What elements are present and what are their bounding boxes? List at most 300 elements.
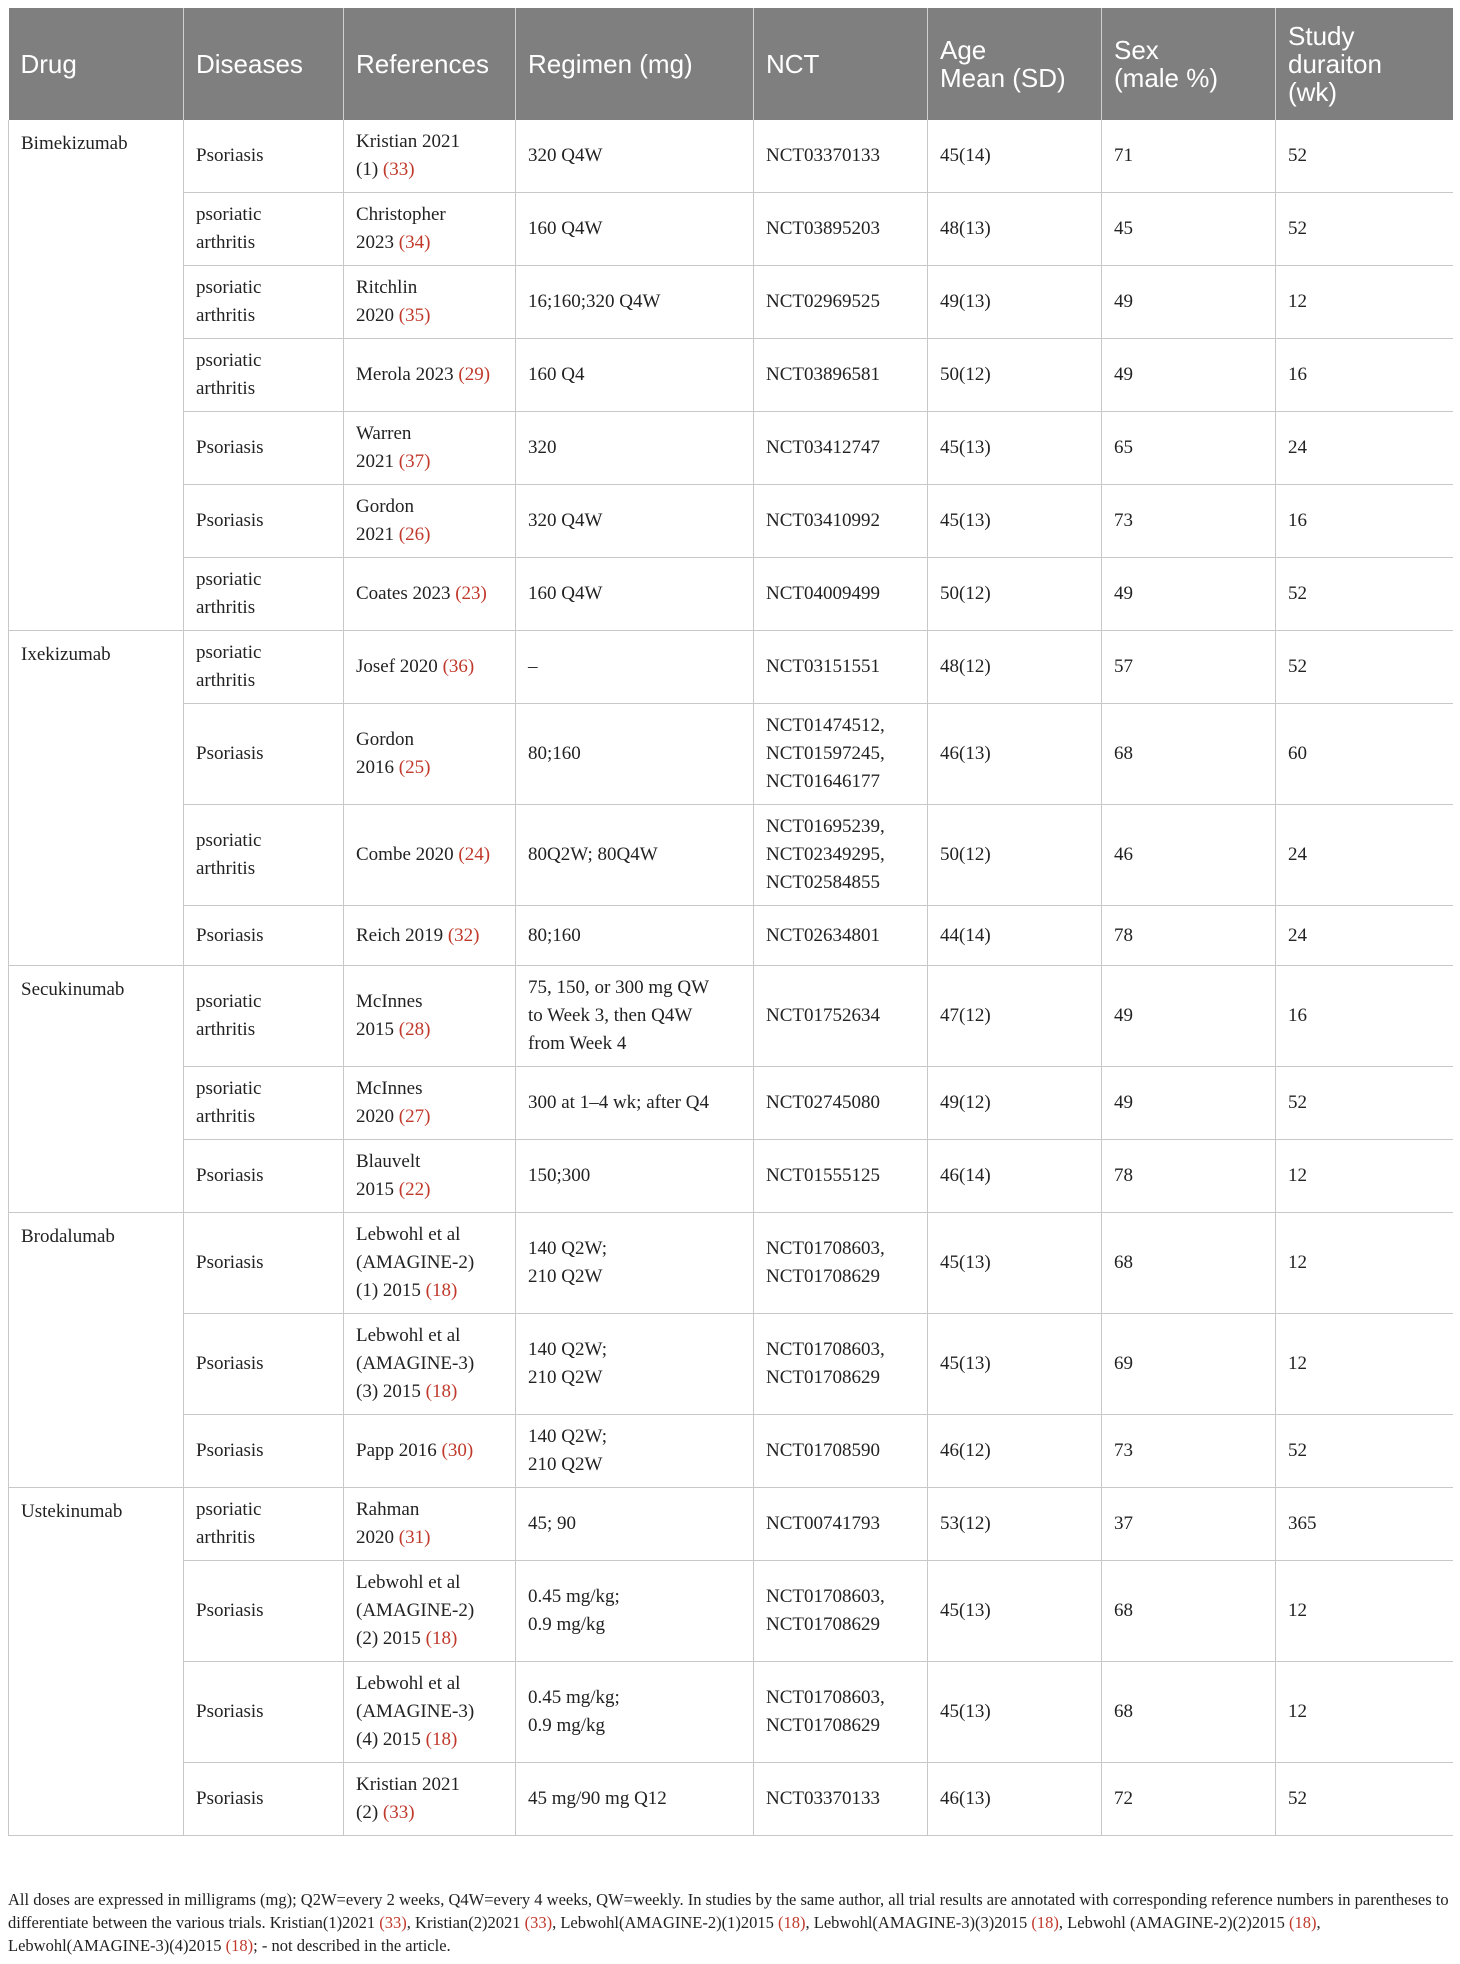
reference-cell: [344, 906, 516, 966]
disease-cell: [184, 1763, 344, 1836]
reference-cell: [344, 120, 516, 193]
reference-number-link[interactable]: (37): [398, 451, 431, 472]
reference-text: 2021: [356, 524, 399, 545]
reference-text: 2023: [356, 232, 399, 253]
reference-line: [356, 361, 503, 389]
age-cell: 46(13): [928, 704, 1102, 805]
nct-cell: [754, 1140, 928, 1213]
regimen-cell: [516, 1067, 754, 1140]
disease-cell: [184, 631, 344, 704]
reference-number-link[interactable]: (18): [425, 1381, 458, 1402]
reference-line: [356, 1176, 503, 1204]
disease-line: arthritis: [196, 305, 256, 326]
footnote-reference-link[interactable]: (18): [1288, 1913, 1317, 1932]
regimen-cell: [516, 193, 754, 266]
regimen-line: 210 Q2W: [528, 1367, 603, 1388]
nct-cell: [754, 1488, 928, 1561]
nct-cell: [754, 1763, 928, 1836]
nct-line: NCT02349295,: [766, 844, 885, 865]
nct-cell: [754, 805, 928, 906]
nct-cell: [754, 1662, 928, 1763]
nct-line: NCT01708603,: [766, 1339, 885, 1360]
duration-cell: 365: [1276, 1488, 1453, 1561]
reference-number-link[interactable]: (24): [458, 844, 491, 865]
regimen-cell: [516, 558, 754, 631]
reference-text: Gordon: [356, 729, 415, 750]
reference-line: [356, 493, 503, 521]
disease-line: Psoriasis: [196, 1252, 264, 1273]
disease-line: Psoriasis: [196, 145, 264, 166]
reference-number-link[interactable]: (18): [425, 1280, 458, 1301]
duration-cell: 60: [1276, 704, 1453, 805]
regimen-cell: [516, 412, 754, 485]
reference-number-link[interactable]: (28): [398, 1019, 431, 1040]
nct-line: NCT01708603,: [766, 1238, 885, 1259]
reference-line: [356, 1799, 503, 1827]
duration-cell: 52: [1276, 120, 1453, 193]
reference-text: Christopher: [356, 204, 446, 225]
reference-line: [356, 1148, 503, 1176]
regimen-line: 150;300: [528, 1165, 591, 1186]
regimen-cell: [516, 1213, 754, 1314]
duration-cell: 52: [1276, 558, 1453, 631]
reference-text: 2021: [356, 451, 399, 472]
reference-text: 2020: [356, 1106, 399, 1127]
disease-line: arthritis: [196, 597, 256, 618]
nct-line: NCT00741793: [766, 1513, 880, 1534]
nct-line: NCT04009499: [766, 583, 880, 604]
reference-line: [356, 1322, 503, 1350]
reference-number-link[interactable]: (34): [398, 232, 431, 253]
disease-cell: [184, 1415, 344, 1488]
reference-cell: [344, 1140, 516, 1213]
disease-cell: [184, 266, 344, 339]
nct-line: NCT02584855: [766, 872, 880, 893]
nct-cell: [754, 1314, 928, 1415]
sex-cell: 57: [1102, 631, 1276, 704]
reference-text: (AMAGINE-3): [356, 1701, 475, 1722]
footnote-reference-link[interactable]: (33): [379, 1913, 407, 1932]
regimen-cell: [516, 704, 754, 805]
reference-cell: [344, 412, 516, 485]
nct-line: NCT02745080: [766, 1092, 880, 1113]
reference-line: [356, 1075, 503, 1103]
reference-number-link[interactable]: (33): [382, 1802, 415, 1823]
disease-line: arthritis: [196, 858, 256, 879]
table-row: [9, 906, 1453, 966]
table-row: [9, 631, 1453, 704]
reference-cell: [344, 1561, 516, 1662]
table-footnote: [8, 1888, 1452, 1957]
disease-cell: [184, 339, 344, 412]
disease-cell: [184, 966, 344, 1067]
nct-line: NCT01708629: [766, 1266, 880, 1287]
reference-number-link[interactable]: (27): [398, 1106, 431, 1127]
nct-cell: [754, 1067, 928, 1140]
reference-text: Gordon: [356, 496, 415, 517]
reference-line: [356, 922, 503, 950]
reference-line: [356, 1771, 503, 1799]
nct-line: NCT01646177: [766, 771, 880, 792]
footnote-text: , Lebwohl(AMAGINE-2)(1)2015: [552, 1913, 778, 1932]
reference-text: Lebwohl et al: [356, 1673, 461, 1694]
regimen-line: 160 Q4W: [528, 218, 603, 239]
disease-cell: [184, 704, 344, 805]
regimen-line: 140 Q2W;: [528, 1238, 607, 1259]
table-row: [9, 266, 1453, 339]
regimen-line: 320: [528, 437, 557, 458]
disease-line: psoriatic: [196, 569, 262, 590]
header-references: References: [344, 8, 516, 120]
sex-cell: 73: [1102, 1415, 1276, 1488]
regimen-line: 45 mg/90 mg Q12: [528, 1788, 667, 1809]
reference-text: (3) 2015: [356, 1381, 426, 1402]
disease-cell: [184, 1314, 344, 1415]
reference-line: [356, 1670, 503, 1698]
header-duration: Study duraiton (wk): [1276, 8, 1453, 120]
reference-line: [356, 448, 503, 476]
age-cell: 45(13): [928, 485, 1102, 558]
disease-line: arthritis: [196, 670, 256, 691]
reference-text: (2) 2015: [356, 1628, 426, 1649]
nct-cell: [754, 704, 928, 805]
sex-cell: 78: [1102, 1140, 1276, 1213]
reference-text: Combe 2020: [356, 844, 459, 865]
duration-cell: 16: [1276, 339, 1453, 412]
disease-cell: [184, 1067, 344, 1140]
disease-line: psoriatic: [196, 830, 262, 851]
disease-line: Psoriasis: [196, 1788, 264, 1809]
reference-cell: [344, 1415, 516, 1488]
disease-line: psoriatic: [196, 1499, 262, 1520]
regimen-cell: [516, 1314, 754, 1415]
disease-line: arthritis: [196, 1527, 256, 1548]
disease-line: psoriatic: [196, 277, 262, 298]
reference-line: [356, 1249, 503, 1277]
reference-line: [356, 1378, 503, 1406]
sex-cell: 72: [1102, 1763, 1276, 1836]
regimen-line: 80;160: [528, 743, 581, 764]
table-row: [9, 120, 1453, 193]
table-row: [9, 1140, 1453, 1213]
regimen-line: 320 Q4W: [528, 145, 603, 166]
duration-cell: 52: [1276, 631, 1453, 704]
reference-number-link[interactable]: (25): [398, 757, 431, 778]
nct-cell: [754, 966, 928, 1067]
duration-cell: 16: [1276, 966, 1453, 1067]
regimen-cell: [516, 1561, 754, 1662]
reference-text: Lebwohl et al: [356, 1325, 461, 1346]
sex-cell: 37: [1102, 1488, 1276, 1561]
disease-line: psoriatic: [196, 350, 262, 371]
nct-cell: [754, 558, 928, 631]
reference-number-link[interactable]: (35): [398, 305, 431, 326]
reference-text: Kristian 2021: [356, 131, 460, 152]
regimen-line: 320 Q4W: [528, 510, 603, 531]
header-sex: Sex (male %): [1102, 8, 1276, 120]
disease-cell: [184, 805, 344, 906]
age-cell: 45(14): [928, 120, 1102, 193]
reference-text: McInnes: [356, 991, 423, 1012]
regimen-cell: [516, 266, 754, 339]
disease-line: arthritis: [196, 378, 256, 399]
age-cell: 45(13): [928, 412, 1102, 485]
regimen-cell: [516, 1763, 754, 1836]
age-cell: 49(13): [928, 266, 1102, 339]
reference-cell: [344, 339, 516, 412]
footnote-text: , Lebwohl(AMAGINE-3)(4)2015: [8, 1913, 1321, 1955]
reference-line: [356, 156, 503, 184]
table-row: [9, 1067, 1453, 1140]
sex-cell: 46: [1102, 805, 1276, 906]
nct-cell: [754, 906, 928, 966]
nct-line: NCT03151551: [766, 656, 880, 677]
sex-cell: 73: [1102, 485, 1276, 558]
nct-cell: [754, 339, 928, 412]
reference-number-link[interactable]: (30): [441, 1440, 474, 1461]
nct-cell: [754, 485, 928, 558]
reference-line: [356, 128, 503, 156]
reference-text: Merola 2023: [356, 364, 459, 385]
reference-cell: [344, 1662, 516, 1763]
reference-cell: [344, 966, 516, 1067]
disease-line: Psoriasis: [196, 1701, 264, 1722]
disease-cell: [184, 412, 344, 485]
regimen-line: 0.45 mg/kg;: [528, 1586, 620, 1607]
nct-line: NCT01597245,: [766, 743, 885, 764]
table-row: [9, 1763, 1453, 1836]
nct-cell: [754, 193, 928, 266]
reference-number-link[interactable]: (18): [425, 1628, 458, 1649]
age-cell: 48(12): [928, 631, 1102, 704]
sex-cell: 71: [1102, 120, 1276, 193]
disease-cell: [184, 558, 344, 631]
sex-cell: 65: [1102, 412, 1276, 485]
nct-line: NCT01708629: [766, 1614, 880, 1635]
reference-text: (4) 2015: [356, 1729, 426, 1750]
reference-text: (1) 2015: [356, 1280, 426, 1301]
footnote-reference-link[interactable]: (33): [524, 1913, 553, 1932]
disease-cell: [184, 485, 344, 558]
reference-text: (AMAGINE-3): [356, 1353, 475, 1374]
regimen-line: 16;160;320 Q4W: [528, 291, 661, 312]
age-cell: 44(14): [928, 906, 1102, 966]
nct-cell: [754, 1415, 928, 1488]
age-cell: 46(12): [928, 1415, 1102, 1488]
footnote-reference-link[interactable]: (18): [778, 1913, 806, 1932]
sex-cell: 68: [1102, 704, 1276, 805]
nct-line: NCT02634801: [766, 924, 880, 946]
table-row: [9, 1662, 1453, 1763]
reference-line: [356, 580, 503, 608]
header-age: Age Mean (SD): [928, 8, 1102, 120]
reference-number-link[interactable]: (18): [425, 1729, 458, 1750]
table-row: [9, 1213, 1453, 1314]
sex-cell: 49: [1102, 966, 1276, 1067]
sex-cell: 49: [1102, 339, 1276, 412]
table-row: [9, 1561, 1453, 1662]
reference-number-link[interactable]: (31): [398, 1527, 431, 1548]
regimen-cell: [516, 1415, 754, 1488]
trials-table: [8, 8, 1453, 1836]
header-row: [9, 8, 1453, 120]
regimen-line: from Week 4: [528, 1033, 627, 1054]
header-regimen: Regimen (mg): [516, 8, 754, 120]
reference-line: [356, 1277, 503, 1305]
regimen-cell: [516, 966, 754, 1067]
disease-line: Psoriasis: [196, 1165, 264, 1186]
nct-cell: [754, 1213, 928, 1314]
drug-cell: Ixekizumab: [9, 631, 184, 966]
regimen-line: 75, 150, or 300 mg QW: [528, 977, 710, 998]
reference-number-link[interactable]: (29): [458, 364, 491, 385]
disease-line: psoriatic: [196, 1078, 262, 1099]
reference-line: [356, 229, 503, 257]
regimen-cell: [516, 1140, 754, 1213]
reference-text: (2): [356, 1802, 383, 1823]
reference-line: [356, 1569, 503, 1597]
reference-line: [356, 521, 503, 549]
regimen-cell: [516, 805, 754, 906]
regimen-line: 160 Q4W: [528, 583, 603, 604]
regimen-line: –: [528, 656, 538, 677]
age-cell: 45(13): [928, 1561, 1102, 1662]
disease-cell: [184, 1140, 344, 1213]
sex-cell: 45: [1102, 193, 1276, 266]
disease-line: Psoriasis: [196, 510, 264, 531]
reference-line: [356, 1698, 503, 1726]
reference-line: [356, 1350, 503, 1378]
reference-text: Lebwohl et al: [356, 1572, 461, 1593]
disease-cell: [184, 193, 344, 266]
nct-cell: [754, 631, 928, 704]
reference-number-link[interactable]: (22): [398, 1179, 431, 1200]
sex-cell: 78: [1102, 906, 1276, 966]
disease-line: Psoriasis: [196, 924, 264, 946]
reference-text: Papp 2016: [356, 1440, 442, 1461]
disease-line: arthritis: [196, 232, 256, 253]
disease-line: Psoriasis: [196, 1600, 264, 1621]
reference-line: [356, 726, 503, 754]
table-row: [9, 704, 1453, 805]
regimen-line: 0.9 mg/kg: [528, 1614, 606, 1635]
regimen-cell: [516, 120, 754, 193]
age-cell: 47(12): [928, 966, 1102, 1067]
duration-cell: 12: [1276, 1213, 1453, 1314]
reference-number-link[interactable]: (36): [442, 656, 475, 677]
disease-cell: [184, 1561, 344, 1662]
reference-line: [356, 653, 503, 681]
reference-cell: [344, 631, 516, 704]
reference-cell: [344, 1314, 516, 1415]
regimen-cell: [516, 485, 754, 558]
reference-cell: [344, 558, 516, 631]
duration-cell: 12: [1276, 1561, 1453, 1662]
footnote-reference-link[interactable]: (18): [1031, 1913, 1059, 1932]
duration-cell: 24: [1276, 906, 1453, 966]
reference-number-link[interactable]: (32): [447, 924, 480, 946]
reference-text: McInnes: [356, 1078, 423, 1099]
reference-number-link[interactable]: (26): [398, 524, 431, 545]
duration-cell: 16: [1276, 485, 1453, 558]
reference-line: [356, 420, 503, 448]
duration-cell: 12: [1276, 1662, 1453, 1763]
reference-text: 2015: [356, 1179, 399, 1200]
footnote-text: ; - not described in the article.: [253, 1936, 451, 1955]
regimen-line: 160 Q4: [528, 364, 585, 385]
regimen-cell: [516, 631, 754, 704]
nct-cell: [754, 266, 928, 339]
table-row: [9, 339, 1453, 412]
duration-cell: 12: [1276, 1140, 1453, 1213]
reference-text: Blauvelt: [356, 1151, 421, 1172]
sex-cell: 49: [1102, 558, 1276, 631]
nct-cell: [754, 120, 928, 193]
reference-line: [356, 988, 503, 1016]
reference-cell: [344, 485, 516, 558]
reference-line: [356, 274, 503, 302]
sex-cell: 68: [1102, 1662, 1276, 1763]
reference-text: Coates 2023: [356, 583, 456, 604]
regimen-line: 140 Q2W;: [528, 1426, 607, 1447]
reference-text: Josef 2020: [356, 656, 443, 677]
reference-text: Reich 2019: [356, 924, 448, 946]
header-diseases: Diseases: [184, 8, 344, 120]
drug-cell: Ustekinumab: [9, 1488, 184, 1836]
table-row: [9, 966, 1453, 1067]
reference-number-link[interactable]: (33): [382, 159, 415, 180]
nct-line: NCT01708603,: [766, 1586, 885, 1607]
duration-cell: 52: [1276, 193, 1453, 266]
disease-line: Psoriasis: [196, 1440, 264, 1461]
reference-text: (AMAGINE-2): [356, 1252, 475, 1273]
reference-text: 2020: [356, 305, 399, 326]
nct-line: NCT01708590: [766, 1440, 880, 1461]
footnote-reference-link[interactable]: (18): [225, 1936, 254, 1955]
reference-text: Kristian 2021: [356, 1774, 460, 1795]
nct-line: NCT01708629: [766, 1367, 880, 1388]
disease-line: psoriatic: [196, 991, 262, 1012]
regimen-line: 210 Q2W: [528, 1266, 603, 1287]
reference-text: 2015: [356, 1019, 399, 1040]
sex-cell: 49: [1102, 1067, 1276, 1140]
disease-cell: [184, 120, 344, 193]
reference-line: [356, 302, 503, 330]
reference-line: [356, 201, 503, 229]
regimen-cell: [516, 1488, 754, 1561]
disease-line: Psoriasis: [196, 1353, 264, 1374]
reference-cell: [344, 1488, 516, 1561]
drug-cell: Bimekizumab: [9, 120, 184, 631]
nct-line: NCT03896581: [766, 364, 880, 385]
footnote-text: , Kristian(2)2021: [406, 1913, 525, 1932]
age-cell: 45(13): [928, 1314, 1102, 1415]
drug-cell: Brodalumab: [9, 1213, 184, 1488]
table-row: [9, 193, 1453, 266]
sex-cell: 49: [1102, 266, 1276, 339]
reference-number-link[interactable]: (23): [455, 583, 487, 604]
reference-line: [356, 754, 503, 782]
duration-cell: 52: [1276, 1067, 1453, 1140]
age-cell: 53(12): [928, 1488, 1102, 1561]
reference-cell: [344, 193, 516, 266]
nct-line: NCT01708629: [766, 1715, 880, 1736]
nct-line: NCT01708603,: [766, 1687, 885, 1708]
reference-line: [356, 1597, 503, 1625]
reference-cell: [344, 1213, 516, 1314]
age-cell: 46(13): [928, 1763, 1102, 1836]
nct-line: NCT03370133: [766, 145, 880, 166]
